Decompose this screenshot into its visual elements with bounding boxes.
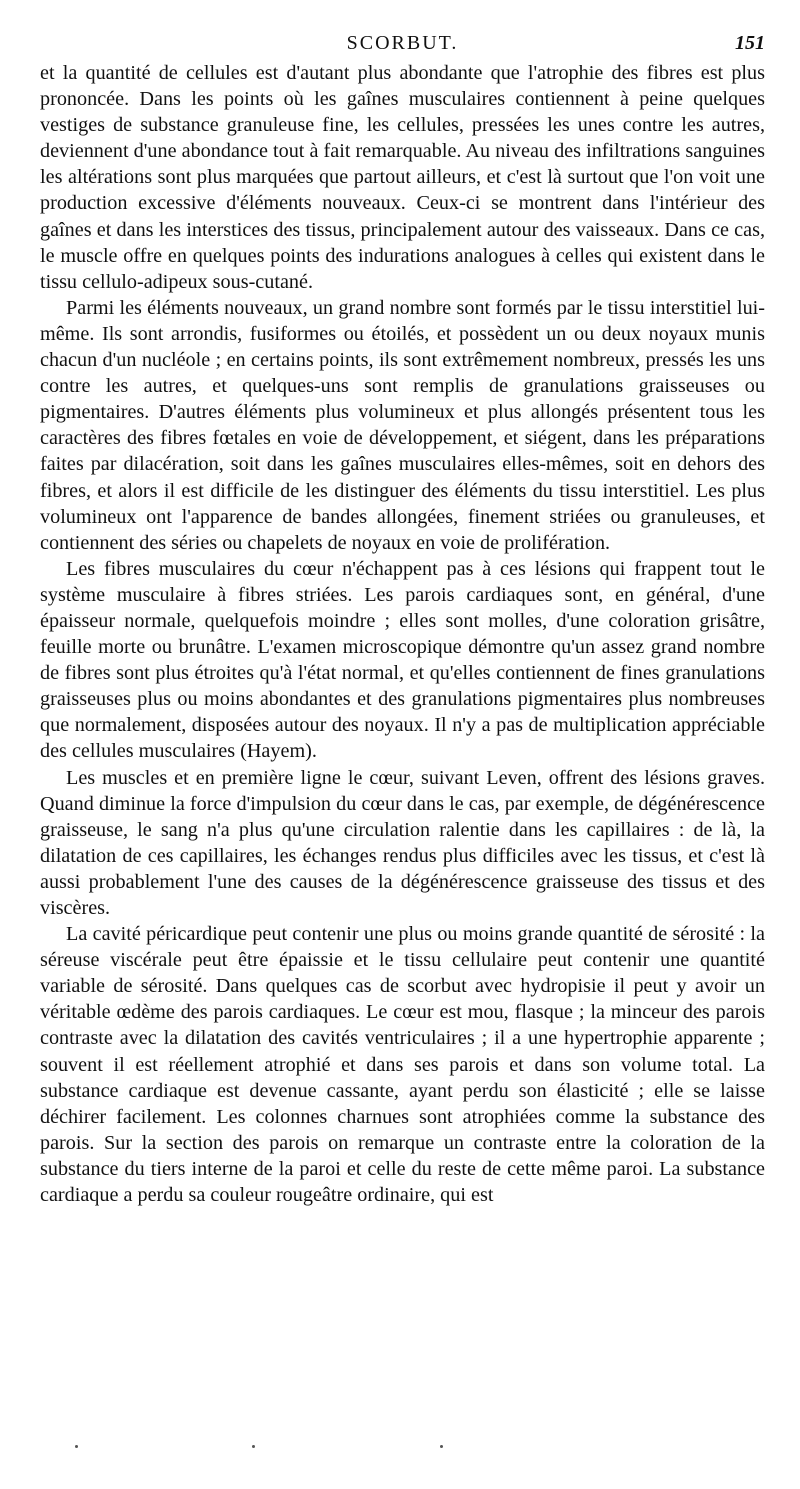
paragraph-5: La cavité péricardique peut contenir une plus ou moins grande quantité de sérosité : la séreuse viscérale peut être épaissie et le tissu cellulaire peut contenir une quantité variable de sérosité. Dans quelques cas de scorbut avec hydropisie il peut y avoir un véritable œdème des parois cardiaques. Le cœur est mou, flasque ; la minceur des parois contraste avec la dilatation des cavités ventriculaires ; il a une hypertrophie apparente ; souvent il est réellement atrophié et dans ses parois et dans son volume total. La substance cardiaque est devenue cassante, ayant perdu son élasticité ; elle se laisse déchirer facilement. Les colonnes charnues sont atrophiées comme la substance des parois. Sur la section des parois on remarque un contraste entre la coloration de la substance du tiers interne de la paroi et celle du reste de cette même paroi. La substance cardiaque a perdu sa couleur rougeâtre ordinaire, qui est — [40, 923, 765, 1207]
print-specks — [40, 1445, 765, 1455]
page-number: 151 — [735, 32, 765, 54]
print-speck — [252, 1445, 255, 1448]
paragraph-3: Les fibres musculaires du cœur n'échappent pas à ces lésions qui frappent tout le système musculaire à fibres striées. Les parois cardiaques sont, en général, d'une épaisseur normale, quelquefois moindre ; elles sont molles, d'une coloration grisâtre, feuille morte ou brunâtre. L'examen microscopique démontre qu'un assez grand nombre de fibres sont plus étroites qu'à l'état normal, et qu'elles contiennent de fines granulations graisseuses plus ou moins abondantes et des granulations pigmentaires plus nombreuses que normalement, disposées autour des noyaux. Il n'y a pas de multiplication appréciable des cellules musculaires (Hayem). — [40, 557, 765, 763]
paragraph-2: Parmi les éléments nouveaux, un grand nombre sont formés par le tissu interstitiel lui-même. Ils sont arrondis, fusiformes ou étoilés, et possèdent un ou deux noyaux munis chacun d'un nucléole ; en certains points, ils sont extrêmement nombreux, pressés les uns contre les autres, et quelques-uns sont remplis de granulations graisseuses ou pigmentaires. D'autres éléments plus volumineux et plus allongés présentent tous les caractères des fibres fœtales en voie de développement, et siégent, dans les préparations faites par dilacération, soit dans les gaînes musculaires elles-mêmes, soit en dehors des fibres, et alors il est difficile de les distinguer des éléments du tissu interstitiel. Les plus volumineux ont l'apparence de bandes allongées, finement striées ou granuleuses, et contiennent des séries ou chapelets de noyaux en voie de prolifération. — [40, 296, 765, 554]
paragraph-4: Les muscles et en première ligne le cœur, suivant Leven, offrent des lésions graves. Quand diminue la force d'impulsion du cœur dans le cas, par exemple, de dégénérescence graisseuse, le sang n'a plus qu'une circulation ralentie dans les capillaires : de là, la dilatation de ces capillaires, les échanges rendus plus difficiles avec les tissus, et c'est là aussi probablement l'une des causes de la dégénérescence graisseuse des tissus et des viscères. — [40, 766, 765, 919]
running-header — [40, 28, 765, 58]
body-text — [40, 60, 765, 1208]
paragraph-1: et la quantité de cellules est d'autant plus abondante que l'atrophie des fibres est plus prononcée. Dans les points où les gaînes musculaires contiennent à peine quelques vestiges de substance granuleuse fine, les cellules, pressées les unes contre les autres, deviennent d'une abondance tout à fait remarquable. Au niveau des infiltrations sanguines les altérations sont plus marquées que partout ailleurs, et c'est là surtout que l'on voit une production excessive d'éléments nouveaux. Ceux-ci se montrent dans l'intérieur des gaînes et dans les interstices des tissus, principalement autour des vaisseaux. Dans ce cas, le muscle offre en quelques points des indurations analogues à celles qui existent dans le tissu cellulo-adipeux sous-cutané. — [40, 62, 765, 293]
print-speck — [440, 1445, 443, 1448]
running-title: SCORBUT. — [346, 32, 459, 54]
print-speck — [75, 1445, 78, 1448]
